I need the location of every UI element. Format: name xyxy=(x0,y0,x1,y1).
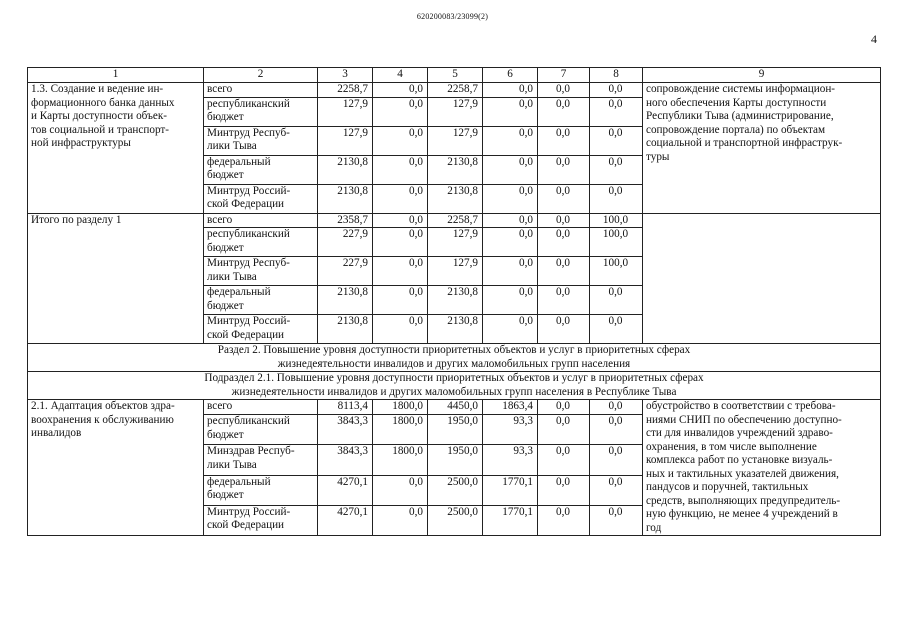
funding-source xyxy=(204,228,318,257)
amount-cell: 100,0 xyxy=(590,228,643,257)
amount-cell: 0,0 xyxy=(590,400,643,415)
amount-cell: 0,0 xyxy=(538,505,590,535)
table-row xyxy=(28,83,881,98)
text-line: Минтруд Россий- xyxy=(207,315,291,327)
text-line: Минздрав Респуб- xyxy=(207,445,295,458)
text-line: бюджет xyxy=(207,299,244,312)
amount-cell: 93,3 xyxy=(483,445,538,475)
amount-cell: 2130,8 xyxy=(318,286,373,315)
table-row xyxy=(28,400,881,415)
amount-cell: 227,9 xyxy=(318,228,373,257)
amount-cell: 0,0 xyxy=(538,445,590,475)
funding-source xyxy=(204,257,318,286)
column-header-4: 4 xyxy=(373,68,428,83)
amount-cell: 1950,0 xyxy=(428,415,483,445)
amount-cell: 0,0 xyxy=(483,257,538,286)
text-line: 1.3. Создание и ведение ин- xyxy=(31,83,164,95)
text-line: ного обеспечения Карты доступности xyxy=(646,96,827,109)
text-line: сопровождение системы информацион- xyxy=(646,83,836,95)
amount-cell: 2258,7 xyxy=(428,213,483,228)
section-2 xyxy=(28,344,881,372)
funding-source xyxy=(204,184,318,213)
text-line: пандусов и поручней, тактильных xyxy=(646,481,809,493)
amount-cell: 0,0 xyxy=(590,155,643,184)
text-line: республиканский xyxy=(207,97,290,110)
amount-cell: 2258,7 xyxy=(318,83,373,98)
funding-source xyxy=(204,213,318,228)
text-line: тов социальной и транспорт- xyxy=(31,123,170,136)
amount-cell: 2500,0 xyxy=(428,475,483,505)
amount-cell: 127,9 xyxy=(318,126,373,155)
measure-description xyxy=(643,400,881,536)
amount-cell: 0,0 xyxy=(590,97,643,126)
amount-cell: 3843,3 xyxy=(318,415,373,445)
text-line: бюджет xyxy=(207,169,244,181)
column-header-3: 3 xyxy=(318,68,373,83)
measure-title xyxy=(28,83,204,214)
text-line: формационного банка данных xyxy=(31,96,175,109)
text-line: сти для инвалидов учреждений здраво- xyxy=(646,427,833,439)
column-header-6: 6 xyxy=(483,68,538,83)
column-header-2: 2 xyxy=(204,68,318,83)
measure-title: Итого по разделу 1 xyxy=(28,213,204,344)
text-line: комплекса работ по установке визуаль- xyxy=(646,454,833,466)
text-line: ной инфраструктуры xyxy=(31,137,131,149)
amount-cell: 127,9 xyxy=(428,228,483,257)
text-line: лики Тыва xyxy=(207,140,257,152)
column-header-5: 5 xyxy=(428,68,483,83)
text-line: всего xyxy=(207,213,233,226)
amount-cell: 0,0 xyxy=(538,475,590,505)
amount-cell: 100,0 xyxy=(590,257,643,286)
column-header-9: 9 xyxy=(643,68,881,83)
amount-cell: 2130,8 xyxy=(428,315,483,344)
amount-cell: 0,0 xyxy=(483,286,538,315)
text-line: жизнедеятельности инвалидов и других маломобильных групп населения xyxy=(277,357,631,370)
text-line: Минтруд Респуб- xyxy=(207,126,290,139)
amount-cell: 2130,8 xyxy=(428,184,483,213)
amount-cell: 0,0 xyxy=(483,97,538,126)
amount-cell: 2130,8 xyxy=(318,155,373,184)
amount-cell: 0,0 xyxy=(590,445,643,475)
text-line: федеральный xyxy=(207,475,271,488)
budget-table xyxy=(27,67,881,536)
column-header-1: 1 xyxy=(28,68,204,83)
text-line: лики Тыва xyxy=(207,458,257,471)
text-line: федеральный xyxy=(207,286,271,298)
amount-cell: 4270,1 xyxy=(318,505,373,535)
amount-cell: 0,0 xyxy=(538,97,590,126)
amount-cell: 0,0 xyxy=(538,257,590,286)
text-line: ской Федерации xyxy=(207,198,285,210)
text-line: ской Федерации xyxy=(207,328,285,341)
funding-source xyxy=(204,315,318,344)
amount-cell: 2130,8 xyxy=(428,286,483,315)
text-line: Республики Тыва (администрирование, xyxy=(646,110,834,122)
amount-cell: 127,9 xyxy=(318,97,373,126)
text-line: ниями СНИП по обеспечению доступно- xyxy=(646,413,842,426)
amount-cell: 0,0 xyxy=(590,184,643,213)
funding-source xyxy=(204,400,318,415)
text-line: воохранения к обслуживанию xyxy=(31,413,174,426)
funding-source xyxy=(204,475,318,505)
table-row xyxy=(28,213,881,228)
text-line: лики Тыва xyxy=(207,270,257,283)
document-id: 620200083/23099(2) xyxy=(416,12,489,21)
amount-cell: 0,0 xyxy=(373,97,428,126)
text-line: Минтруд Россий- xyxy=(207,505,291,518)
amount-cell: 0,0 xyxy=(538,126,590,155)
amount-cell: 227,9 xyxy=(318,257,373,286)
amount-cell: 0,0 xyxy=(538,415,590,445)
amount-cell: 0,0 xyxy=(373,184,428,213)
amount-cell: 1770,1 xyxy=(483,505,538,535)
header-row xyxy=(28,68,881,83)
amount-cell: 100,0 xyxy=(590,213,643,228)
text-line: республиканский xyxy=(207,415,290,428)
amount-cell: 0,0 xyxy=(483,184,538,213)
amount-cell: 1950,0 xyxy=(428,445,483,475)
text-line: федеральный xyxy=(207,155,271,168)
text-line: ской Федерации xyxy=(207,519,285,532)
amount-cell: 0,0 xyxy=(373,505,428,535)
amount-cell: 0,0 xyxy=(538,184,590,213)
amount-cell: 0,0 xyxy=(538,400,590,415)
amount-cell: 0,0 xyxy=(373,315,428,344)
text-line: сопровождение портала) по объектам xyxy=(646,123,826,136)
column-header-8: 8 xyxy=(590,68,643,83)
text-line: республиканский xyxy=(207,228,290,240)
amount-cell: 0,0 xyxy=(373,83,428,98)
amount-cell: 127,9 xyxy=(428,126,483,155)
amount-cell: 0,0 xyxy=(590,83,643,98)
text-line: и Карты доступности объек- xyxy=(31,110,167,122)
text-line: ную функцию, не менее 4 учреждений в xyxy=(646,508,838,520)
amount-cell: 0,0 xyxy=(373,126,428,155)
amount-cell: 0,0 xyxy=(373,475,428,505)
text-line: Минтруд Россий- xyxy=(207,184,291,197)
amount-cell: 2258,7 xyxy=(428,83,483,98)
text-line: год xyxy=(646,521,662,534)
section-2-title xyxy=(28,344,881,372)
subsection-2-1-title xyxy=(28,372,881,400)
funding-source xyxy=(204,286,318,315)
amount-cell: 0,0 xyxy=(483,83,538,98)
text-line: жизнедеятельности инвалидов и других маломобильных групп населения в Республике Тыва xyxy=(231,385,677,398)
text-line: бюджет xyxy=(207,428,244,441)
funding-source xyxy=(204,83,318,98)
amount-cell: 0,0 xyxy=(538,286,590,315)
text-line: охранения, в том числе выполнение xyxy=(646,440,817,453)
amount-cell: 0,0 xyxy=(590,475,643,505)
subsection-2-1 xyxy=(28,372,881,400)
amount-cell: 4450,0 xyxy=(428,400,483,415)
amount-cell: 0,0 xyxy=(590,415,643,445)
text-line: бюджет xyxy=(207,241,244,254)
amount-cell: 127,9 xyxy=(428,97,483,126)
amount-cell: 0,0 xyxy=(373,286,428,315)
amount-cell: 1800,0 xyxy=(373,400,428,415)
text-line: ных и тактильных указателей движения, xyxy=(646,467,839,480)
text-line: Раздел 2. Повышение уровня доступности приоритетных объектов и услуг в приоритетных сферах xyxy=(217,344,691,356)
amount-cell: 127,9 xyxy=(428,257,483,286)
amount-cell: 1863,4 xyxy=(483,400,538,415)
amount-cell: 2130,8 xyxy=(318,184,373,213)
amount-cell: 1770,1 xyxy=(483,475,538,505)
text-line: социальной и транспортной инфраструк- xyxy=(646,137,843,149)
text-line: средств, выполняющих предупредитель- xyxy=(646,494,841,507)
amount-cell: 0,0 xyxy=(538,83,590,98)
amount-cell: 93,3 xyxy=(483,415,538,445)
amount-cell: 0,0 xyxy=(373,213,428,228)
amount-cell: 0,0 xyxy=(373,155,428,184)
measure-description xyxy=(643,83,881,214)
funding-source xyxy=(204,505,318,535)
funding-source xyxy=(204,126,318,155)
amount-cell: 2130,8 xyxy=(318,315,373,344)
funding-source xyxy=(204,97,318,126)
text-line: Минтруд Респуб- xyxy=(207,257,290,269)
amount-cell: 8113,4 xyxy=(318,400,373,415)
amount-cell: 1800,0 xyxy=(373,415,428,445)
funding-source xyxy=(204,155,318,184)
funding-source xyxy=(204,445,318,475)
amount-cell: 2358,7 xyxy=(318,213,373,228)
text-line: обустройство в соответствии с требова- xyxy=(646,400,836,412)
column-header-7: 7 xyxy=(538,68,590,83)
amount-cell: 2500,0 xyxy=(428,505,483,535)
text-line: всего xyxy=(207,83,233,95)
amount-cell: 4270,1 xyxy=(318,475,373,505)
amount-cell: 0,0 xyxy=(590,286,643,315)
amount-cell: 2130,8 xyxy=(428,155,483,184)
amount-cell: 0,0 xyxy=(538,315,590,344)
amount-cell: 1800,0 xyxy=(373,445,428,475)
amount-cell: 0,0 xyxy=(590,505,643,535)
amount-cell: 0,0 xyxy=(538,213,590,228)
text-line: инвалидов xyxy=(31,427,82,439)
amount-cell: 0,0 xyxy=(483,315,538,344)
funding-source xyxy=(204,415,318,445)
amount-cell: 0,0 xyxy=(483,126,538,155)
amount-cell: 0,0 xyxy=(483,228,538,257)
text-line: бюджет xyxy=(207,111,244,123)
text-line: бюджет xyxy=(207,489,244,502)
amount-cell: 0,0 xyxy=(483,213,538,228)
text-line: всего xyxy=(207,400,233,412)
page-number: 4 xyxy=(871,32,877,46)
amount-cell: 0,0 xyxy=(590,126,643,155)
amount-cell: 0,0 xyxy=(538,155,590,184)
measure-title xyxy=(28,400,204,536)
measure-description xyxy=(643,213,881,344)
text-line: 2.1. Адаптация объектов здра- xyxy=(31,400,175,412)
amount-cell: 0,0 xyxy=(590,315,643,344)
text-line: Подраздел 2.1. Повышение уровня доступности приоритетных объектов и услуг в приоритетных сферах xyxy=(204,372,704,384)
amount-cell: 0,0 xyxy=(538,228,590,257)
amount-cell: 0,0 xyxy=(373,228,428,257)
amount-cell: 3843,3 xyxy=(318,445,373,475)
amount-cell: 0,0 xyxy=(373,257,428,286)
text-line: туры xyxy=(646,150,670,163)
amount-cell: 0,0 xyxy=(483,155,538,184)
